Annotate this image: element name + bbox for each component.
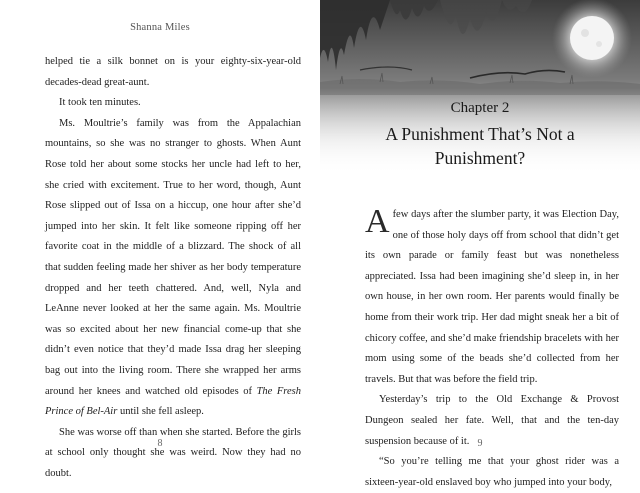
left-page: [0, 0, 320, 480]
opening-paragraph: [365, 205, 619, 390]
paragraph-3: “So you’re telling me that your ghost rider was a sixteen-year-old enslaved boy who jumped into your body,: [365, 456, 619, 488]
paragraph-2: Yesterday’s trip to the Old Exchange & Provost Dungeon sealed her fate. Well, that and the ten-day suspension because of it.: [365, 394, 619, 447]
chapter-number: Chapter 2: [450, 100, 510, 116]
right-page: [320, 0, 640, 488]
show-title: The Fresh Prince of Bel-Air: [45, 385, 301, 418]
paragraph-3-text: Ms. Moultrie’s family was from the Appalachian mountains, so she was no stranger to ghosts. When Aunt Rose told her about some stocks her uncle had left to her, she cried with excitement. True to her word, though, Aunt Rose slipped out of Issa on a hiccup, one hour after she’d jumped into her skin. It felt like someone ripping off her favorite coat in the middle of a blizzard. The shock of all that sudden feeling made her shiver as her body temperature dropped and her teeth chattered. And, well, Nyla and LeAnne never looked at her the same again. Ms. Moultrie was so excited about her new financial come-up that she didn’t even notice that they’d made Issa drag her sleeping bag out into the living room. There she wrapped her arms around her knees and watched old episodes of: [45, 117, 301, 397]
right-body-text: [365, 205, 619, 493]
paragraph-1: helped tie a silk bonnet on is your eighty-six-year-old decades-dead great-aunt.: [45, 56, 301, 88]
paragraph-4: She was worse off than when she started. Before the girls at school only thought she was weird. Now they had no doubt.: [45, 426, 301, 479]
moon: [570, 16, 614, 60]
drop-cap: A: [365, 203, 390, 240]
chapter-title: A Punishment That’s Not a Punishment?: [385, 124, 575, 168]
paragraph-2: It took ten minutes.: [59, 97, 141, 109]
running-head: Shanna Miles: [130, 22, 190, 33]
page-number-left: 8: [157, 438, 163, 449]
opening-paragraph-text: few days after the slumber party, it was Election Day, one of those holy days off from school that didn’t get its own parade or family feast but was nonetheless appreciated. Issa had been imagining she’d sleep in, in her own house, in her own room. Her parents would finally be home from their work trip. Her dad might sneak her a bit of chicory coffee, and she’d make friendship bracelets with her mom using some of the beads she’d collected from her travels. But that was before the field trip.: [365, 209, 619, 385]
paragraph-3: [45, 114, 301, 423]
paragraph-3-end: until she fell asleep.: [117, 406, 204, 418]
left-body-text: [45, 52, 301, 484]
page-number-right: 9: [477, 438, 483, 449]
